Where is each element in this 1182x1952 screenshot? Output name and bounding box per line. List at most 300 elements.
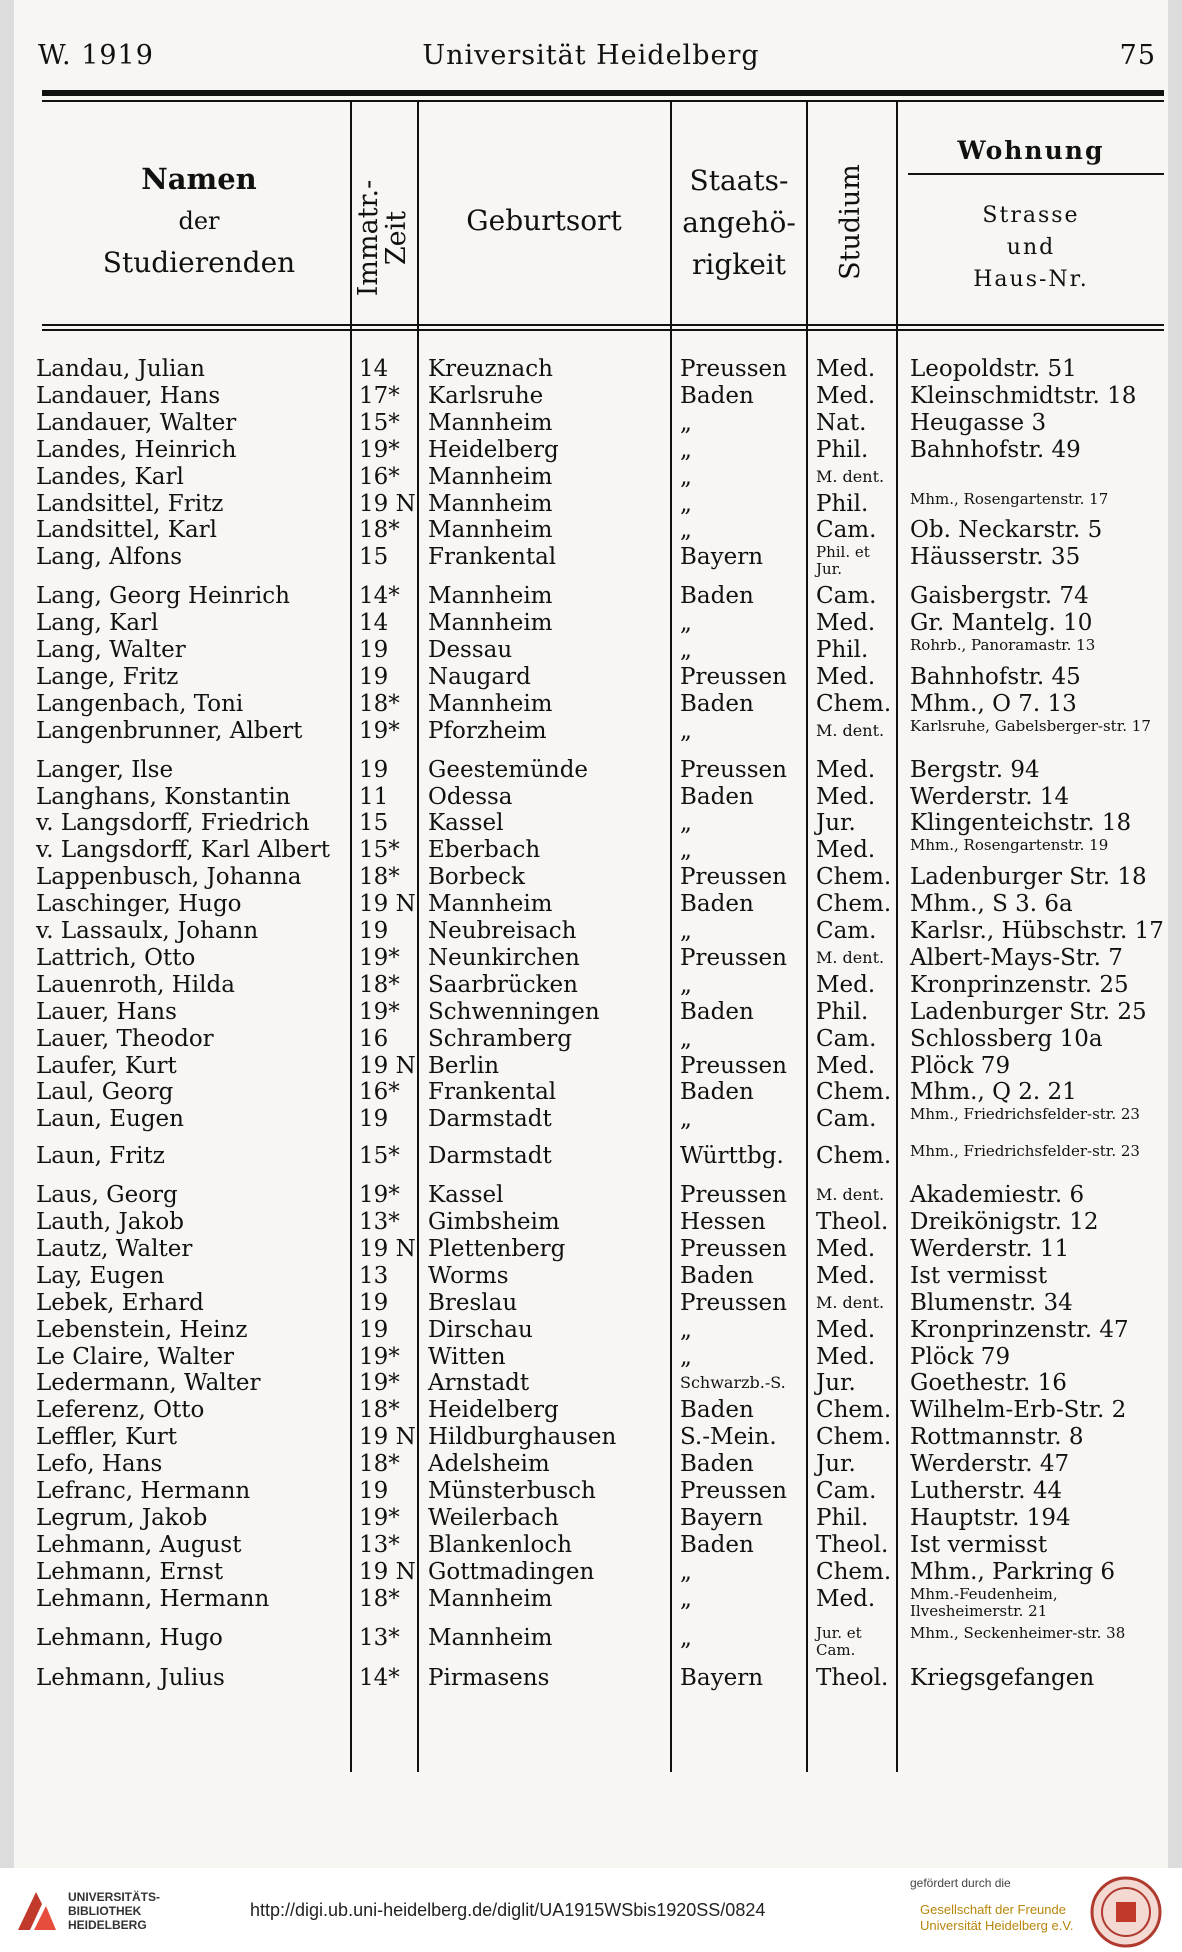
student-name: Landsittel, Fritz	[36, 490, 224, 517]
birthplace: Pirmasens	[428, 1665, 550, 1692]
study-field: Med.	[816, 1052, 876, 1079]
study-field: Cam.	[816, 583, 877, 610]
birthplace: Mannheim	[428, 490, 553, 517]
study-field: M. dent.	[816, 1292, 885, 1312]
table-row	[14, 517, 1168, 544]
student-name: Lebek, Erhard	[36, 1289, 204, 1316]
study-field: Phil.	[816, 998, 869, 1025]
study-field: Med.	[816, 382, 876, 409]
address: Heugasse 3	[910, 409, 1047, 436]
study-field: Med.	[816, 1262, 876, 1289]
nationality: „	[680, 1343, 692, 1370]
birthplace: Mannheim	[428, 409, 553, 436]
birthplace: Mannheim	[428, 690, 553, 717]
address: Plöck 79	[910, 1052, 1011, 1079]
table-row	[14, 1053, 1168, 1080]
birthplace: Gottmadingen	[428, 1558, 595, 1585]
nationality: Bayern	[680, 1504, 764, 1531]
immatr-zeit: 13	[359, 1262, 389, 1289]
col-header-name-line2: der	[178, 207, 220, 235]
immatr-zeit: 19	[359, 918, 389, 944]
table-row	[14, 1397, 1168, 1424]
col-header-name-line1: Namen	[141, 162, 257, 196]
table-row	[14, 1424, 1168, 1451]
nationality: Württbg.	[680, 1143, 784, 1170]
study-field: Chem.	[816, 1558, 892, 1585]
study-field: Cam.	[816, 1106, 877, 1133]
student-name: Leffler, Kurt	[36, 1424, 178, 1451]
student-name: Lange, Fritz	[36, 663, 179, 690]
source-url-link[interactable]: http://digi.ub.uni-heidelberg.de/diglit/UA1915WSbis1920SS/0824	[250, 1900, 766, 1920]
birthplace: Dirschau	[428, 1316, 533, 1343]
address: Plöck 79	[910, 1343, 1011, 1370]
study-field: Jur.	[816, 810, 856, 837]
birthplace: Heidelberg	[428, 1397, 559, 1424]
table-row	[14, 1026, 1168, 1053]
birthplace: Geestemünde	[428, 756, 589, 783]
address: Ladenburger Str. 25	[910, 998, 1147, 1025]
nationality: „	[680, 463, 692, 490]
student-name: Laschinger, Hugo	[36, 891, 242, 918]
birthplace: Adelsheim	[428, 1451, 550, 1478]
study-field: Chem.	[816, 1397, 892, 1424]
society-name	[920, 1902, 1073, 1934]
nationality: Baden	[680, 1451, 754, 1478]
address: Gaisbergstr. 74	[910, 583, 1089, 610]
study-field: Med.	[816, 1316, 876, 1343]
society-name-line1: Gesellschaft der Freunde	[920, 1902, 1066, 1917]
immatr-zeit: 18*	[359, 517, 400, 544]
address: Blumenstr. 34	[910, 1289, 1073, 1316]
nationality: „	[680, 918, 692, 944]
birthplace: Berlin	[428, 1052, 500, 1079]
header-title: Universität Heidelberg	[422, 40, 760, 71]
immatr-zeit: 18*	[359, 971, 400, 998]
birthplace: Gimbsheim	[428, 1209, 560, 1235]
immatr-zeit: 15*	[359, 1143, 400, 1170]
birthplace: Plettenberg	[428, 1235, 566, 1262]
col-header-staat-line2: angehö-	[682, 206, 796, 239]
immatr-zeit: 19	[359, 1478, 389, 1504]
immatr-zeit: 18*	[359, 1397, 400, 1424]
student-name: Legrum, Jakob	[36, 1504, 208, 1531]
address: Karlsruhe, Gabelsberger-str. 17	[910, 716, 1151, 735]
address: Kronprinzenstr. 47	[910, 1316, 1129, 1343]
student-name: Langhans, Konstantin	[36, 783, 291, 810]
birthplace: Witten	[428, 1343, 506, 1370]
birthplace: Arnstadt	[428, 1370, 530, 1397]
table-row	[14, 437, 1168, 464]
page-number: 75	[1119, 40, 1156, 71]
student-name: Lehmann, Ernst	[36, 1558, 224, 1585]
address: Mhm., O 7. 13	[910, 690, 1077, 717]
student-name: Lang, Karl	[36, 610, 159, 637]
funded-by-label: gefördert durch die	[910, 1876, 1011, 1890]
birthplace: Mannheim	[428, 583, 553, 610]
nationality: „	[680, 1624, 692, 1651]
nationality: „	[680, 490, 692, 517]
study-field: Cam.	[816, 1025, 877, 1052]
address: Gr. Mantelg. 10	[910, 610, 1093, 637]
student-name: Lauer, Hans	[36, 998, 177, 1025]
immatr-zeit: 15*	[359, 837, 400, 864]
immatr-zeit: 18*	[359, 690, 400, 717]
student-name: Lappenbusch, Johanna	[36, 864, 302, 891]
nationality: Preussen	[680, 944, 787, 971]
immatr-zeit: 19	[359, 637, 389, 663]
study-field: Chem.	[816, 1079, 892, 1106]
student-name: Lebenstein, Heinz	[36, 1316, 248, 1343]
table-row	[14, 945, 1168, 972]
nationality: „	[680, 517, 692, 544]
library-logo-icon	[12, 1886, 62, 1936]
address: Mhm., Seckenheimer-str. 38	[910, 1623, 1126, 1642]
birthplace: Mannheim	[428, 517, 553, 544]
birthplace: Saarbrücken	[428, 971, 578, 998]
table-row	[14, 1478, 1168, 1505]
address: Bahnhofstr. 45	[910, 663, 1081, 690]
address: Bahnhofstr. 49	[910, 436, 1081, 463]
study-field: Med.	[816, 356, 876, 382]
address: Kleinschmidtstr. 18	[910, 382, 1137, 409]
study-field: Med.	[816, 783, 876, 810]
study-field: Med.	[816, 837, 876, 864]
study-field: Chem.	[816, 1143, 892, 1170]
immatr-zeit: 15*	[359, 409, 400, 436]
birthplace: Mannheim	[428, 610, 553, 637]
immatr-zeit: 19*	[359, 436, 400, 463]
society-name-line2: Universität Heidelberg e.V.	[920, 1918, 1074, 1933]
table-row	[14, 1584, 1168, 1620]
birthplace: Darmstadt	[428, 1106, 552, 1133]
immatr-zeit: 18*	[359, 1585, 400, 1612]
immatr-zeit: 19*	[359, 1343, 400, 1370]
header-semester: W. 1919	[38, 40, 154, 71]
table-row	[14, 464, 1168, 491]
address: Wilhelm-Erb-Str. 2	[910, 1397, 1127, 1424]
study-field: Phil. et Jur.	[816, 543, 870, 579]
address: Albert-Mays-Str. 7	[910, 944, 1123, 971]
immatr-zeit: 17*	[359, 382, 400, 409]
birthplace: Odessa	[428, 783, 513, 810]
address: Häusserstr. 35	[910, 544, 1081, 571]
immatr-zeit: 14*	[359, 583, 400, 610]
birthplace: Karlsruhe	[428, 382, 544, 409]
immatr-zeit: 19*	[359, 944, 400, 971]
address: Werderstr. 11	[910, 1235, 1070, 1262]
student-name: Langer, Ilse	[36, 756, 174, 783]
nationality: Preussen	[680, 356, 787, 382]
birthplace: Frankental	[428, 544, 557, 571]
col-header-ort: Geburtsort	[466, 204, 622, 237]
study-field: Jur.	[816, 1370, 856, 1397]
birthplace: Borbeck	[428, 864, 525, 891]
student-name: Lefranc, Hermann	[36, 1478, 251, 1504]
address: Rohrb., Panoramastr. 13	[910, 636, 1096, 654]
table-row	[14, 691, 1168, 718]
col-header-strasse-line3: Haus-Nr.	[973, 267, 1089, 292]
immatr-zeit: 18*	[359, 1451, 400, 1478]
birthplace: Schramberg	[428, 1025, 573, 1052]
nationality: Bayern	[680, 1665, 764, 1692]
birthplace: Frankental	[428, 1079, 557, 1106]
library-name-line3: HEIDELBERG	[68, 1918, 147, 1932]
table-row	[14, 999, 1168, 1026]
student-name: Laufer, Kurt	[36, 1052, 177, 1079]
birthplace: Neunkirchen	[428, 944, 580, 971]
nationality: Preussen	[680, 1052, 787, 1079]
student-name: Landsittel, Karl	[36, 517, 218, 544]
university-seal-icon	[1090, 1876, 1162, 1948]
col-header-zeit-line1: Immatr.-	[353, 179, 384, 297]
table-row	[14, 1209, 1168, 1236]
study-field: Nat.	[816, 409, 867, 436]
birthplace: Neubreisach	[428, 918, 577, 944]
immatr-zeit: 19*	[359, 1504, 400, 1531]
col-header-staat	[672, 160, 806, 286]
student-name: Lay, Eugen	[36, 1262, 165, 1289]
study-field: M. dent.	[816, 720, 885, 740]
birthplace: Naugard	[428, 663, 531, 690]
nationality: Baden	[680, 998, 754, 1025]
table-row	[14, 1665, 1168, 1692]
study-field: Jur. et Cam.	[816, 1623, 862, 1659]
nationality: Baden	[680, 1397, 754, 1424]
student-name: Landes, Karl	[36, 463, 184, 490]
nationality: Baden	[680, 1531, 754, 1558]
table-row	[14, 356, 1168, 383]
student-name: Leferenz, Otto	[36, 1397, 205, 1424]
study-field: Med.	[816, 610, 876, 637]
table-row	[14, 610, 1168, 637]
student-name: Ledermann, Walter	[36, 1370, 261, 1397]
nationality: Preussen	[680, 864, 787, 891]
table-row	[14, 784, 1168, 811]
table-row	[14, 1623, 1168, 1659]
nationality: „	[680, 971, 692, 998]
table-row	[14, 1290, 1168, 1317]
student-name: Laus, Georg	[36, 1182, 178, 1209]
birthplace: Pforzheim	[428, 717, 547, 744]
immatr-zeit: 13*	[359, 1531, 400, 1558]
nationality: Schwarzb.-S.	[680, 1373, 786, 1393]
table-row	[14, 1317, 1168, 1344]
library-name-line2: BIBLIOTHEK	[68, 1904, 142, 1918]
birthplace: Breslau	[428, 1289, 518, 1316]
student-name: Landes, Heinrich	[36, 436, 237, 463]
birthplace: Heidelberg	[428, 436, 559, 463]
birthplace: Kreuznach	[428, 356, 553, 382]
table-row	[14, 891, 1168, 918]
immatr-zeit: 19	[359, 1316, 389, 1343]
table-row	[14, 1505, 1168, 1532]
birthplace: Kassel	[428, 810, 504, 837]
study-field: Theol.	[816, 1531, 889, 1558]
nationality: „	[680, 1585, 692, 1612]
nationality: Bayern	[680, 544, 764, 571]
table-row	[14, 757, 1168, 784]
nationality: „	[680, 436, 692, 463]
address: Hauptstr. 194	[910, 1504, 1071, 1531]
address: Mhm., S 3. 6a	[910, 891, 1073, 918]
address: Ob. Neckarstr. 5	[910, 517, 1103, 544]
col-header-strasse	[898, 200, 1164, 296]
student-name: Lang, Walter	[36, 637, 186, 663]
study-field: Chem.	[816, 864, 892, 891]
immatr-zeit: 18*	[359, 864, 400, 891]
table-row	[14, 491, 1168, 518]
table-row	[14, 918, 1168, 945]
table-row	[14, 1182, 1168, 1209]
table-row	[14, 837, 1168, 864]
immatr-zeit: 14	[359, 610, 389, 637]
nationality: Preussen	[680, 1182, 787, 1209]
student-name: Langenbrunner, Albert	[36, 717, 303, 744]
table-row	[14, 1532, 1168, 1559]
immatr-zeit: 19*	[359, 998, 400, 1025]
nationality: „	[680, 717, 692, 744]
address: Werderstr. 47	[910, 1451, 1070, 1478]
birthplace: Darmstadt	[428, 1143, 552, 1170]
immatr-zeit: 19 N	[359, 1235, 416, 1262]
address: Ladenburger Str. 18	[910, 864, 1147, 891]
nationality: Preussen	[680, 1478, 787, 1504]
nationality: Preussen	[680, 756, 787, 783]
student-name: Lautz, Walter	[36, 1235, 193, 1262]
student-name: Le Claire, Walter	[36, 1343, 235, 1370]
table-row	[14, 1143, 1168, 1170]
nationality: Preussen	[680, 1289, 787, 1316]
study-field: Chem.	[816, 690, 892, 717]
study-field: Chem.	[816, 1424, 892, 1451]
nationality: „	[680, 637, 692, 663]
study-field: Jur.	[816, 1451, 856, 1478]
nationality: Baden	[680, 382, 754, 409]
student-name: Laun, Eugen	[36, 1106, 184, 1133]
study-field: Phil.	[816, 436, 869, 463]
immatr-zeit: 13*	[359, 1209, 400, 1235]
col-header-strasse-line1: Strasse	[982, 203, 1080, 228]
student-name: Lauth, Jakob	[36, 1209, 184, 1235]
immatr-zeit: 14	[359, 356, 389, 382]
col-header-zeit	[355, 173, 411, 303]
immatr-zeit: 19	[359, 1106, 389, 1133]
study-field: Phil.	[816, 1504, 869, 1531]
student-name: Landauer, Hans	[36, 382, 221, 409]
table-row	[14, 864, 1168, 891]
birthplace: Blankenloch	[428, 1531, 573, 1558]
student-name: Lehmann, August	[36, 1531, 242, 1558]
address: Mhm.-Feudenheim, Ilvesheimerstr. 21	[910, 1584, 1058, 1620]
nationality: „	[680, 1558, 692, 1585]
table-row	[14, 1263, 1168, 1290]
student-name: Lang, Georg Heinrich	[36, 583, 290, 610]
col-header-wohnung: Wohnung	[957, 136, 1105, 165]
study-field: Cam.	[816, 517, 877, 544]
col-header-staat-line3: rigkeit	[691, 248, 786, 281]
address: Rottmannstr. 8	[910, 1424, 1084, 1451]
table-row	[14, 1559, 1168, 1586]
immatr-zeit: 15	[359, 544, 389, 571]
library-name	[68, 1890, 160, 1932]
birthplace: Mannheim	[428, 891, 553, 918]
nationality: Baden	[680, 1262, 754, 1289]
address: Mhm., Friedrichsfelder-str. 23	[910, 1142, 1140, 1161]
top-rule-thick	[42, 90, 1164, 96]
study-field: Med.	[816, 1585, 876, 1612]
address: Bergstr. 94	[910, 756, 1040, 783]
col-header-name-line3: Studierenden	[102, 246, 296, 279]
study-field: Theol.	[816, 1209, 889, 1235]
nationality: „	[680, 610, 692, 637]
table-row	[14, 583, 1168, 610]
study-field: Med.	[816, 663, 876, 690]
study-field: Med.	[816, 1343, 876, 1370]
table-row	[14, 637, 1168, 664]
immatr-zeit: 19*	[359, 717, 400, 744]
student-name: Lauenroth, Hilda	[36, 971, 235, 998]
immatr-zeit: 13*	[359, 1624, 400, 1651]
student-name: Laul, Georg	[36, 1079, 174, 1106]
immatr-zeit: 19 N	[359, 891, 416, 918]
nationality: Baden	[680, 690, 754, 717]
immatr-zeit: 19	[359, 663, 389, 690]
student-name: Landauer, Walter	[36, 409, 237, 436]
nationality: Hessen	[680, 1209, 766, 1235]
study-field: Cam.	[816, 1478, 877, 1504]
address: Kriegsgefangen	[910, 1665, 1095, 1692]
nationality: „	[680, 1106, 692, 1133]
study-field: Med.	[816, 971, 876, 998]
header-rule-1	[42, 324, 1164, 326]
immatr-zeit: 16*	[359, 463, 400, 490]
immatr-zeit: 16*	[359, 1079, 400, 1106]
address: Goethestr. 16	[910, 1370, 1067, 1397]
birthplace: Mannheim	[428, 1624, 553, 1651]
address: Kronprinzenstr. 25	[910, 971, 1129, 998]
wohnung-subrule	[908, 173, 1164, 175]
address: Mhm., Rosengartenstr. 19	[910, 836, 1109, 855]
nationality: Baden	[680, 1079, 754, 1106]
footer-bar	[0, 1868, 1182, 1952]
student-name: v. Lassaulx, Johann	[36, 918, 259, 944]
immatr-zeit: 19	[359, 756, 389, 783]
nationality: „	[680, 1316, 692, 1343]
student-name: Lauer, Theodor	[36, 1025, 214, 1052]
library-name-line1: UNIVERSITÄTS-	[68, 1890, 161, 1904]
birthplace: Mannheim	[428, 463, 553, 490]
immatr-zeit: 19 N	[359, 1052, 416, 1079]
immatr-zeit: 19 N	[359, 1424, 416, 1451]
student-name: v. Langsdorff, Friedrich	[36, 810, 310, 837]
table-row	[14, 1236, 1168, 1263]
col-header-zeit-line2: Zeit	[381, 210, 412, 266]
table-row	[14, 810, 1168, 837]
study-field: Theol.	[816, 1665, 889, 1692]
student-name: Langenbach, Toni	[36, 690, 244, 717]
address: Mhm., Rosengartenstr. 17	[910, 489, 1109, 508]
col-header-studium: Studium	[835, 164, 866, 280]
birthplace: Eberbach	[428, 837, 541, 864]
immatr-zeit: 19*	[359, 1370, 400, 1397]
address: Akademiestr. 6	[910, 1182, 1085, 1209]
table-row	[14, 1451, 1168, 1478]
student-name: Lang, Alfons	[36, 544, 183, 571]
study-field: Cam.	[816, 918, 877, 944]
immatr-zeit: 14*	[359, 1665, 400, 1692]
address: Karlsr., Hübschstr. 17	[910, 918, 1164, 944]
top-rule-thin	[42, 100, 1164, 102]
